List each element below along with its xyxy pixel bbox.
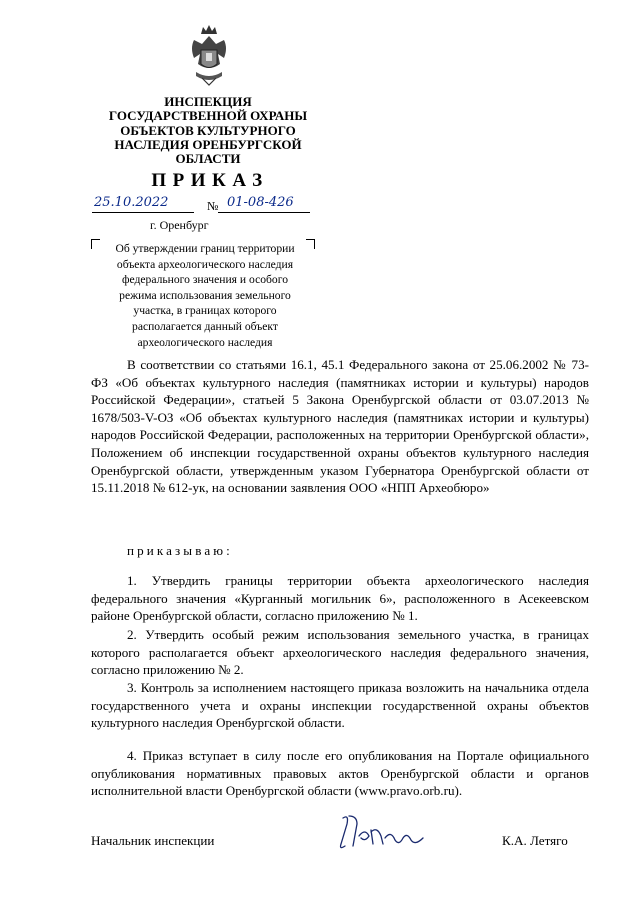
subject-line: располагается данный объект — [132, 319, 278, 333]
subject-line: археологического наследия — [137, 335, 273, 349]
org-line: ИНСПЕКЦИЯ — [164, 94, 252, 109]
subject-line: федерального значения и особого — [121, 273, 288, 287]
org-line: ГОСУДАРСТВЕННОЙ ОХРАНЫ — [108, 108, 308, 124]
order-item-1: 1. Утвердить границы территории объекта археологического наследия федерального значения «Курганный могильник 6», расположенного в Асекеевском районе Оренбургской области, согласно приложению № 1. — [91, 573, 589, 624]
org-line: ОБЛАСТИ — [175, 151, 241, 167]
org-line: ОБЪЕКТОВ КУЛЬТУРНОГО — [120, 122, 296, 138]
signatory-position: Начальник инспекции — [91, 833, 215, 848]
subject-line: объекта археологического наследия — [116, 257, 294, 271]
order-item-3: 3. Контроль за исполнением настоящего приказа возложить на начальника отдела государственного учета и охраны инспекции государственной охраны объектов культурного наследия Оренбургской области. — [91, 680, 589, 731]
preamble-paragraph: В соответствии со статьями 16.1, 45.1 Федерального закона от 25.06.2002 № 73-ФЗ «Об объектах культурного наследия (памятниках истории и культуры) народов Российской Федерации», статьей 5 Закона Оренбургской области от 03.07.2013 № 1678/503-V-ОЗ «Об объектах культурного наследия (памятниках истории и культуры) народов Российской Федерации, расположенных на территории Оренбургской области», Положением об инспекции государственной охраны объектов культурного наследия Оренбургской области, утвержденным указом Губернатора Оренбургской области от 15.11.2018 № 612-ук, на основании заявления ООО «НПП Археобюро» — [91, 357, 589, 496]
subject-line: участка, в границах которого — [133, 304, 277, 318]
org-line: НАСЛЕДИЯ ОРЕНБУРГСКОЙ — [114, 136, 302, 152]
date-underline — [92, 212, 194, 213]
number-underline — [218, 212, 310, 213]
document-number: 01-08-426 — [227, 195, 294, 210]
number-sign: № — [207, 199, 219, 213]
document-subject — [96, 241, 314, 350]
document-title: ПРИКАЗ — [151, 170, 269, 191]
signatory-name: К.А. Летяго — [502, 833, 568, 848]
coat-of-arms-icon — [188, 24, 230, 86]
order-item-2: 2. Утвердить особый режим использования земельного участка, в границах которого располагается объект археологического наследия федерального значения, согласно приложению № 2. — [91, 627, 589, 678]
city: г. Оренбург — [150, 218, 209, 232]
document-date: 25.10.2022 — [94, 195, 169, 210]
subject-line: режима использования земельного — [119, 288, 291, 302]
date-number-line — [92, 197, 314, 217]
subject-line: Об утверждении границ территории — [115, 242, 295, 255]
organization-name — [96, 95, 320, 166]
order-item-4: 4. Приказ вступает в силу после его опубликования на Портале официального опубликования нормативных правовых актов Оренбургской области и органов исполнительной власти Оренбургской области (www.pravo.orb.ru). — [91, 748, 589, 799]
handwritten-signature — [335, 810, 435, 855]
order-word: приказываю: — [127, 543, 233, 558]
